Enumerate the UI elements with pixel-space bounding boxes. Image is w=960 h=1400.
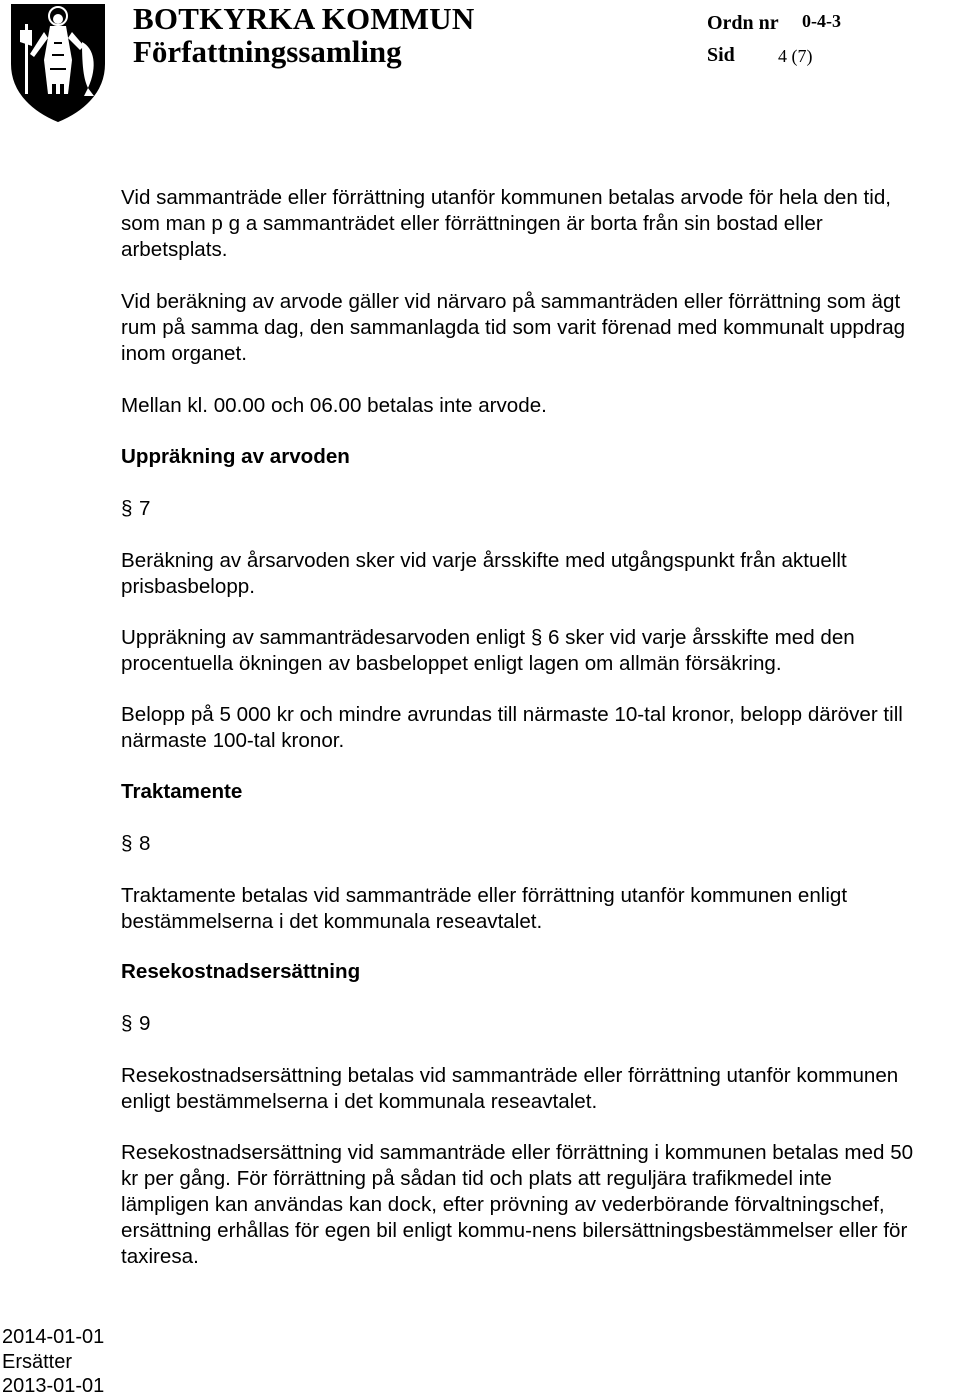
section-number-7 — [121, 496, 150, 522]
section-symbol: § — [121, 1012, 133, 1035]
paragraph-traktamente: Traktamente betalas vid sammanträde eller förrättning utanför kommunen enligt bestämmelserna i det kommunala reseavtalet. — [121, 884, 848, 933]
paragraph-arsarvoden: Beräkning av årsarvoden sker vid varje årsskifte med utgångspunkt från aktuellt prisbasbelopp. — [121, 549, 847, 598]
ordn-label: Ordn nr — [707, 12, 779, 34]
section-number-8 — [121, 831, 150, 857]
footer-replaces-date: 2013-01-01 — [2, 1375, 105, 1397]
section-number-9 — [121, 1011, 150, 1037]
paragraph-arvode-utanfor: Vid sammanträde eller förrättning utanför kommunen betalas arvode för hela den tid, som man p g a sammanträdet eller förrättningen är borta från sin bostad eller arbetsplats. — [121, 186, 892, 261]
section-number: 8 — [139, 832, 151, 855]
section-number: 7 — [139, 497, 151, 520]
paragraph-resekostnad-kommunen: Resekostnadsersättning vid sammanträde eller förrättning i kommunen betalas med 50 kr per gång. För förrättning på sådan tid och plats att reguljära trafikmedel inte lämpligen kan användas kan dock, efter prövning av vederbörande förvaltningschef, ersättning erhållas för egen bil enligt kommu-nens bilersättningsbestämmelser eller för taxiresa. — [121, 1141, 914, 1268]
ordn-value: 0-4-3 — [802, 11, 841, 31]
section-symbol: § — [121, 497, 133, 520]
coat-of-arms-icon — [8, 2, 108, 124]
section-symbol: § — [121, 832, 133, 855]
heading-traktamente: Traktamente — [121, 780, 243, 803]
section-number: 9 — [139, 1012, 151, 1035]
paragraph-berakning-arvode: Vid beräkning av arvode gäller vid närvaro på sammanträden eller förrättning som ägt rum på samma dag, den sammanlagda tid som varit förenad med kommunalt uppdrag inom organet. — [121, 290, 906, 365]
paragraph-resekostnad-utanfor: Resekostnadsersättning betalas vid sammanträde eller förrättning utanför kommunen enligt bestämmelserna i det kommunala reseavtalet. — [121, 1064, 899, 1113]
paragraph-mellan-kl: Mellan kl. 00.00 och 06.00 betalas inte arvode. — [121, 394, 547, 417]
page-header — [0, 0, 960, 130]
organization-name: BOTKYRKA KOMMUN — [133, 1, 475, 36]
sid-value: 4 (7) — [778, 46, 813, 66]
collection-title: Författningssamling — [133, 34, 402, 69]
heading-upprakning-av-arvoden: Uppräkning av arvoden — [121, 445, 350, 468]
paragraph-avrundning: Belopp på 5 000 kr och mindre avrundas till närmaste 10-tal kronor, belopp däröver till närmaste 100-tal kronor. — [121, 703, 903, 752]
heading-resekostnadsersattning: Resekostnadsersättning — [121, 960, 361, 983]
footer-replaces-label: Ersätter — [2, 1351, 73, 1373]
sid-label: Sid — [707, 44, 735, 66]
footer-date: 2014-01-01 — [2, 1326, 105, 1348]
paragraph-sammantradesarvoden: Uppräkning av sammanträdesarvoden enligt § 6 sker vid varje årsskifte med den procentuella ökningen av basbeloppet enligt lagen om allmän försäkring. — [121, 626, 855, 675]
